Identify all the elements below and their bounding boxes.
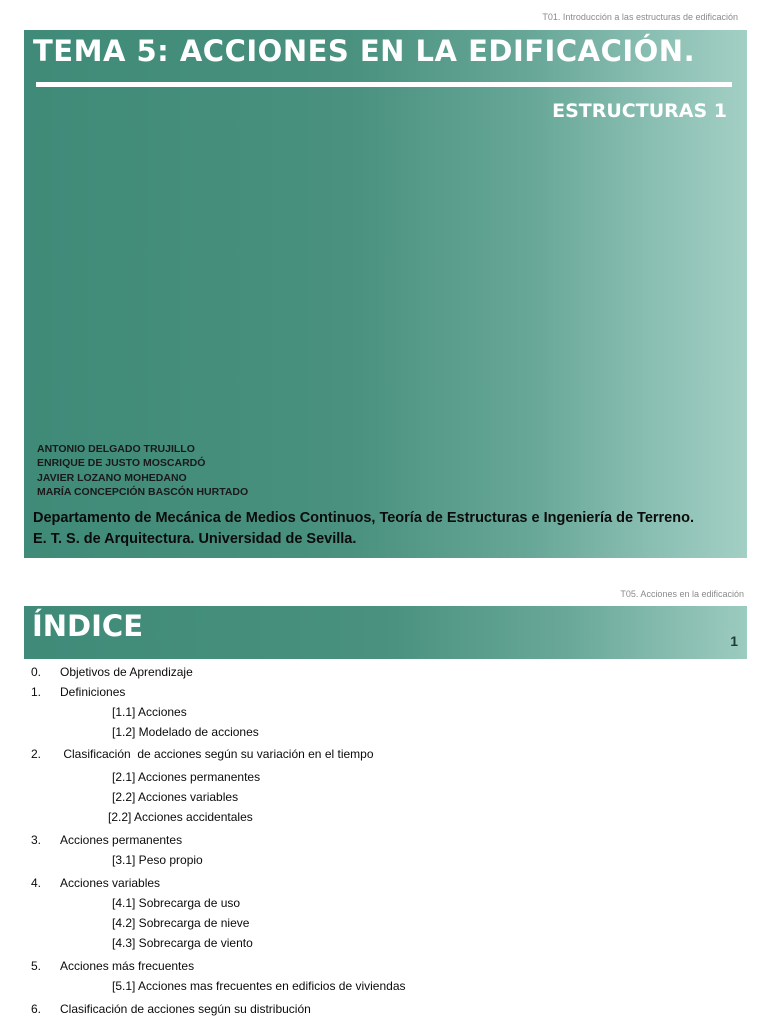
toc-subsection [0, 936, 768, 952]
toc-number: 4. [31, 876, 42, 890]
toc-subsection [0, 725, 768, 741]
toc-label: [4.2] Sobrecarga de nieve [112, 916, 250, 930]
toc-label: Clasificación de acciones según su distribución [60, 1002, 311, 1016]
author-name: MARÍA CONCEPCIÓN BASCÓN HURTADO [37, 485, 249, 498]
author-name: ENRIQUE DE JUSTO MOSCARDÓ [37, 457, 206, 470]
department-line: Departamento de Mecánica de Medios Continuos, Teoría de Estructuras e Ingeniería de Terreno. [33, 510, 694, 526]
toc-number: 1. [31, 685, 42, 699]
toc-section [0, 747, 768, 763]
toc-label: [2.1] Acciones permanentes [112, 770, 261, 784]
cover-slide [24, 30, 747, 558]
course-name: ESTRUCTURAS 1 [552, 100, 727, 122]
toc-label: Acciones variables [60, 876, 161, 890]
toc-number: 2. [31, 747, 42, 761]
toc-subsection [0, 916, 768, 932]
index-title: ÍNDICE [32, 609, 144, 643]
toc-number: 3. [31, 833, 42, 847]
toc-label: Acciones permanentes [60, 833, 183, 847]
toc-section [0, 876, 768, 892]
toc-section [0, 665, 768, 681]
school-line: E. T. S. de Arquitectura. Universidad de Sevilla. [33, 531, 357, 547]
title-divider [36, 82, 732, 87]
toc-label: [1.2] Modelado de acciones [112, 725, 259, 739]
toc-subsection [0, 790, 768, 806]
index-header [24, 606, 747, 659]
toc-label: Acciones más frecuentes [60, 959, 195, 973]
toc-subsection [0, 896, 768, 912]
toc-label: [1.1] Acciones [112, 705, 187, 719]
toc-section [0, 1002, 768, 1018]
toc-label: Objetivos de Aprendizaje [60, 665, 193, 679]
author-list [37, 442, 248, 499]
toc-subsection [0, 810, 768, 826]
toc-section [0, 685, 768, 701]
toc-label: Clasificación de acciones según su variación en el tiempo [60, 747, 374, 761]
department-info [33, 508, 694, 550]
toc-label: [3.1] Peso propio [112, 853, 203, 867]
toc-section [0, 959, 768, 975]
cover-title: TEMA 5: ACCIONES EN LA EDIFICACIÓN. [33, 34, 696, 68]
toc-label: [2.2] Acciones accidentales [108, 810, 253, 824]
toc-number: 0. [31, 665, 42, 679]
toc-subsection [0, 705, 768, 721]
toc-label: [4.3] Sobrecarga de viento [112, 936, 253, 950]
header-note: T01. Introducción a las estructuras de edificación [542, 12, 738, 22]
toc-label: [2.2] Acciones variables [112, 790, 239, 804]
toc-subsection [0, 853, 768, 869]
toc-label: [5.1] Acciones mas frecuentes en edificios de viviendas [112, 979, 406, 993]
toc-section [0, 833, 768, 849]
toc-label: [4.1] Sobrecarga de uso [112, 896, 241, 910]
page-number: 1 [730, 633, 738, 649]
toc-subsection [0, 770, 768, 786]
toc-number: 6. [31, 1002, 42, 1016]
toc-number: 5. [31, 959, 42, 973]
toc-subsection [0, 979, 768, 995]
header-note: T05. Acciones en la edificación [620, 589, 744, 599]
author-name: ANTONIO DELGADO TRUJILLO [37, 443, 195, 455]
toc-label: Definiciones [60, 685, 126, 699]
author-name: JAVIER LOZANO MOHEDANO [37, 471, 187, 484]
